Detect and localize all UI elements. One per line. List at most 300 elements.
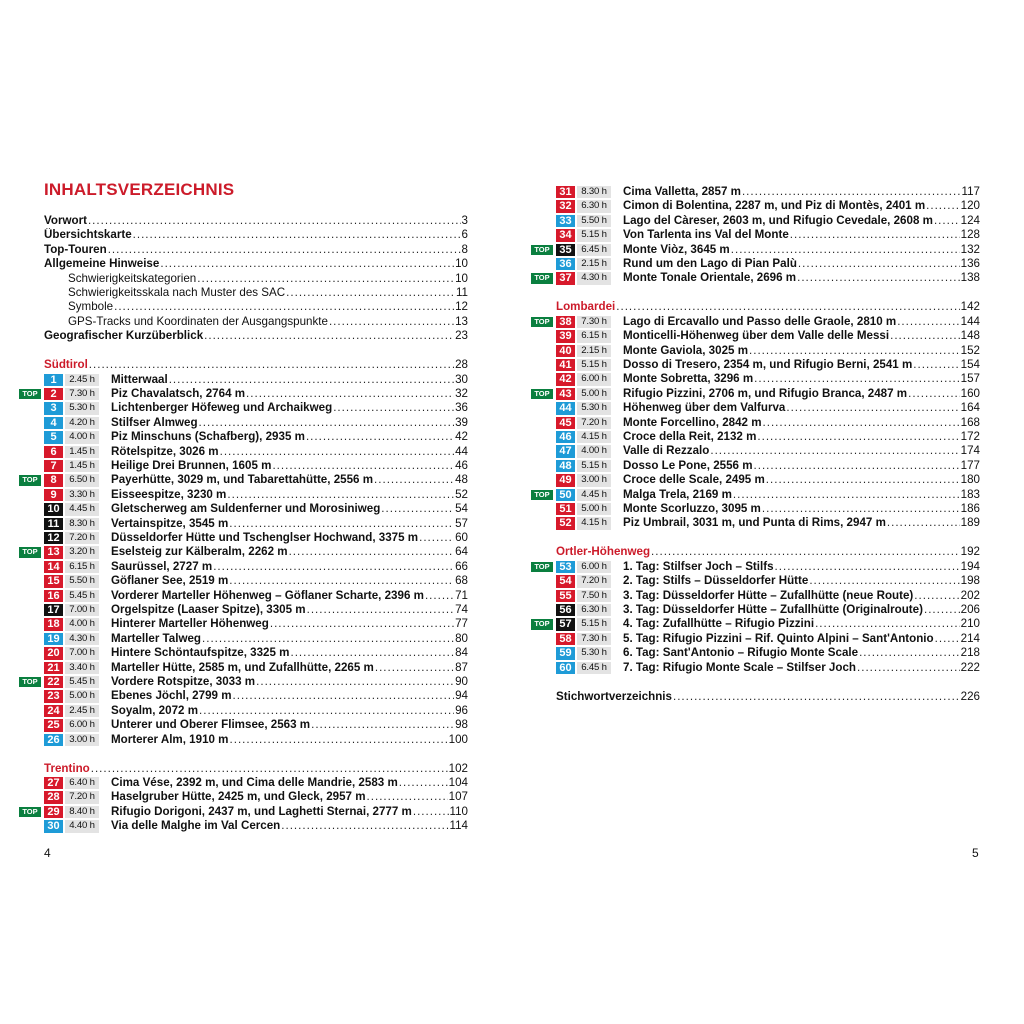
toc-tour-entry[interactable] bbox=[520, 214, 980, 228]
toc-tour-entry[interactable] bbox=[0, 819, 468, 833]
tour-number-badge: 48 bbox=[556, 460, 575, 472]
tour-number-badge: 44 bbox=[556, 402, 575, 414]
entry-page-number: 102 bbox=[448, 761, 468, 775]
tour-number-badge: 51 bbox=[556, 503, 575, 515]
toc-tour-entry[interactable] bbox=[520, 646, 980, 660]
toc-tour-entry[interactable] bbox=[520, 603, 980, 617]
entry-page-number: 28 bbox=[455, 358, 468, 372]
toc-tour-entry[interactable] bbox=[0, 617, 468, 631]
toc-tour-entry[interactable] bbox=[0, 502, 468, 516]
tour-duration: 7.20 h bbox=[65, 791, 99, 803]
entry-page-number: 164 bbox=[960, 401, 980, 415]
tour-number-badge: 42 bbox=[556, 373, 575, 385]
tour-duration: 6.45 h bbox=[577, 662, 611, 674]
entry-title: Top-Touren bbox=[44, 242, 107, 256]
entry-title: Marteller Talweg bbox=[111, 631, 201, 645]
entry-page-number: 132 bbox=[960, 242, 980, 256]
toc-entry[interactable] bbox=[0, 214, 468, 228]
top-tour-badge: TOP bbox=[531, 562, 553, 572]
toc-tour-entry[interactable] bbox=[520, 488, 980, 502]
dot-leader bbox=[907, 387, 960, 401]
tour-duration: 6.00 h bbox=[65, 719, 99, 731]
entry-title: Von Tarlenta ins Val del Monte bbox=[623, 228, 789, 242]
toc-tour-entry[interactable] bbox=[520, 185, 980, 199]
tour-duration: 2.15 h bbox=[577, 258, 611, 270]
toc-tour-entry[interactable] bbox=[0, 790, 468, 804]
entry-page-number: 154 bbox=[960, 358, 980, 371]
tour-number-badge: 49 bbox=[556, 474, 575, 486]
dot-leader bbox=[650, 545, 960, 559]
tour-number-badge: 25 bbox=[44, 719, 63, 731]
toc-tour-entry[interactable] bbox=[0, 718, 468, 732]
entry-title: Hinterer Marteller Höhenweg bbox=[111, 617, 269, 631]
tour-duration: 8.30 h bbox=[577, 186, 611, 198]
entry-page-number: 222 bbox=[960, 660, 980, 674]
entry-page-number: 120 bbox=[960, 199, 980, 213]
tour-number-badge: 32 bbox=[556, 200, 575, 212]
tour-number-badge: 45 bbox=[556, 417, 575, 429]
entry-page-number: 13 bbox=[455, 314, 468, 328]
toc-tour-entry[interactable] bbox=[0, 733, 468, 747]
entry-page-number: 6 bbox=[461, 228, 468, 242]
toc-tour-entry[interactable] bbox=[0, 430, 468, 444]
top-tour-badge: TOP bbox=[531, 273, 553, 283]
entry-title: Südtirol bbox=[44, 358, 88, 372]
tour-number-badge: 35 bbox=[556, 244, 575, 256]
entry-page-number: 124 bbox=[960, 213, 980, 227]
dot-leader bbox=[289, 646, 454, 660]
dot-leader bbox=[709, 444, 959, 458]
tour-number-badge: 40 bbox=[556, 345, 575, 357]
entry-page-number: 42 bbox=[455, 430, 468, 444]
entry-page-number: 198 bbox=[960, 574, 980, 588]
toc-tour-entry[interactable] bbox=[0, 675, 468, 689]
entry-page-number: 48 bbox=[455, 473, 468, 487]
tour-number-badge: 50 bbox=[556, 489, 575, 501]
dot-leader bbox=[765, 473, 960, 487]
tour-number-badge: 39 bbox=[556, 330, 575, 342]
entry-page-number: 172 bbox=[960, 430, 980, 443]
page-number-right: 5 bbox=[972, 846, 979, 860]
top-tour-badge: TOP bbox=[531, 619, 553, 629]
entry-title: Symbole bbox=[68, 300, 114, 314]
entry-title: Croce delle Scale, 2495 m bbox=[623, 473, 765, 487]
dot-leader bbox=[615, 300, 959, 314]
toc-tour-entry[interactable] bbox=[520, 329, 980, 343]
dot-leader bbox=[741, 185, 961, 199]
toc-tour-entry[interactable] bbox=[520, 430, 980, 444]
entry-title: Lichtenberger Höfeweg und Archaikweg bbox=[111, 401, 333, 415]
tour-duration: 6.15 h bbox=[577, 330, 611, 342]
dot-leader bbox=[858, 646, 960, 660]
tour-number-badge: 4 bbox=[44, 417, 63, 429]
top-tour-badge: TOP bbox=[531, 245, 553, 255]
toc-tour-entry[interactable] bbox=[0, 776, 468, 790]
toc-tour-entry[interactable] bbox=[520, 257, 980, 271]
tour-duration: 4.00 h bbox=[577, 445, 611, 457]
toc-tour-entry[interactable] bbox=[0, 545, 468, 559]
dot-leader bbox=[934, 632, 960, 646]
toc-tour-entry[interactable] bbox=[520, 632, 980, 646]
entry-title: Piz Chavalatsch, 2764 m bbox=[111, 387, 246, 400]
entry-page-number: 160 bbox=[960, 386, 980, 400]
tour-number-badge: 6 bbox=[44, 446, 63, 458]
top-tour-badge: TOP bbox=[19, 677, 41, 687]
tour-number-badge: 33 bbox=[556, 215, 575, 227]
entry-page-number: 117 bbox=[961, 185, 980, 198]
tour-number-badge: 37 bbox=[556, 272, 575, 284]
entry-page-number: 36 bbox=[455, 401, 468, 415]
toc-tour-entry[interactable] bbox=[520, 416, 980, 430]
dot-leader bbox=[374, 661, 454, 675]
tour-number-badge: 59 bbox=[556, 647, 575, 659]
entry-page-number: 39 bbox=[455, 415, 468, 429]
tour-duration: 6.00 h bbox=[577, 561, 611, 573]
tour-duration: 8.40 h bbox=[65, 806, 99, 818]
toc-tour-entry[interactable] bbox=[520, 560, 980, 574]
entry-title: Malga Trela, 2169 m bbox=[623, 487, 732, 501]
tour-number-badge: 8 bbox=[44, 474, 63, 486]
tour-duration: 7.30 h bbox=[577, 316, 611, 328]
tour-duration: 2.45 h bbox=[65, 705, 99, 717]
tour-duration: 4.40 h bbox=[65, 820, 99, 832]
entry-title: Göflaner See, 2519 m bbox=[111, 574, 229, 588]
toc-region-heading[interactable] bbox=[520, 545, 980, 559]
dot-leader bbox=[753, 459, 960, 473]
top-tour-badge: TOP bbox=[531, 317, 553, 327]
dot-leader bbox=[808, 574, 959, 588]
entry-page-number: 96 bbox=[455, 703, 468, 717]
tour-duration: 5.00 h bbox=[577, 503, 611, 515]
toc-tour-entry[interactable] bbox=[0, 401, 468, 415]
tour-number-badge: 13 bbox=[44, 546, 63, 558]
entry-title: Rund um den Lago di Pian Palù bbox=[623, 257, 797, 270]
entry-title: 2. Tag: Stilfs – Düsseldorfer Hütte bbox=[623, 574, 809, 588]
entry-page-number: 64 bbox=[455, 545, 468, 559]
dot-leader bbox=[412, 805, 449, 819]
tour-duration: 7.00 h bbox=[65, 604, 99, 616]
entry-page-number: 87 bbox=[455, 660, 468, 674]
dot-leader bbox=[219, 445, 454, 459]
toc-tour-entry[interactable] bbox=[520, 661, 980, 675]
toc-tour-entry[interactable] bbox=[0, 531, 468, 545]
tour-number-badge: 56 bbox=[556, 604, 575, 616]
entry-title: Lago del Càreser, 2603 m, und Rifugio Cevedale, 2608 m bbox=[623, 213, 933, 227]
tour-number-badge: 27 bbox=[44, 777, 63, 789]
toc-tour-entry[interactable] bbox=[0, 473, 468, 487]
entry-title: 3. Tag: Düsseldorfer Hütte – Zufallhütte (Originalroute) bbox=[623, 603, 923, 616]
dot-leader bbox=[373, 473, 454, 487]
toc-tour-entry[interactable] bbox=[520, 444, 980, 458]
entry-page-number: 12 bbox=[455, 300, 468, 314]
tour-number-badge: 28 bbox=[44, 791, 63, 803]
entry-page-number: 66 bbox=[455, 559, 468, 573]
toc-tour-entry[interactable] bbox=[520, 243, 980, 257]
toc-entry[interactable] bbox=[0, 228, 468, 242]
dot-leader bbox=[424, 589, 454, 603]
entry-page-number: 157 bbox=[960, 372, 980, 386]
tour-number-badge: 17 bbox=[44, 604, 63, 616]
entry-page-number: 144 bbox=[960, 314, 980, 328]
entry-title: Monte Viòz, 3645 m bbox=[623, 242, 730, 256]
dot-leader bbox=[753, 372, 960, 386]
entry-title: Valle di Rezzalo bbox=[623, 444, 710, 458]
toc-tour-entry[interactable] bbox=[0, 445, 468, 459]
tour-number-badge: 18 bbox=[44, 618, 63, 630]
toc-tour-entry[interactable] bbox=[520, 502, 980, 516]
entry-page-number: 54 bbox=[455, 502, 468, 516]
entry-page-number: 214 bbox=[960, 631, 980, 645]
entry-title: GPS-Tracks und Koordinaten der Ausgangspunkte bbox=[68, 314, 328, 328]
dot-leader bbox=[198, 416, 455, 430]
entry-page-number: 11 bbox=[455, 286, 468, 299]
toc-entry[interactable] bbox=[0, 272, 468, 286]
dot-leader bbox=[285, 286, 455, 300]
entry-page-number: 110 bbox=[449, 804, 468, 818]
tour-number-badge: 57 bbox=[556, 618, 575, 630]
tour-duration: 8.30 h bbox=[65, 518, 99, 530]
dot-leader bbox=[672, 690, 960, 704]
tour-duration: 7.20 h bbox=[577, 417, 611, 429]
dot-leader bbox=[912, 358, 959, 372]
tour-number-badge: 52 bbox=[556, 517, 575, 529]
entry-title: Dosso Le Pone, 2556 m bbox=[623, 458, 753, 472]
toc-tour-entry[interactable] bbox=[0, 805, 468, 819]
tour-duration: 6.50 h bbox=[65, 474, 99, 486]
tour-number-badge: 23 bbox=[44, 690, 63, 702]
toc-tour-entry[interactable] bbox=[520, 574, 980, 588]
toc-tour-entry[interactable] bbox=[520, 199, 980, 213]
dot-leader bbox=[762, 416, 960, 430]
entry-page-number: 210 bbox=[960, 617, 980, 631]
entry-title: Heilige Drei Brunnen, 1605 m bbox=[111, 459, 272, 472]
tour-number-badge: 24 bbox=[44, 705, 63, 717]
toc-tour-entry[interactable] bbox=[0, 416, 468, 430]
tour-number-badge: 47 bbox=[556, 445, 575, 457]
toc-region-heading[interactable] bbox=[0, 762, 468, 776]
toc-entry[interactable] bbox=[0, 300, 468, 314]
toc-entry[interactable] bbox=[0, 329, 468, 343]
tour-duration: 3.00 h bbox=[577, 474, 611, 486]
entry-page-number: 189 bbox=[960, 516, 980, 530]
dot-leader bbox=[305, 430, 454, 444]
entry-page-number: 30 bbox=[455, 372, 468, 386]
entry-title: Lombardei bbox=[556, 300, 616, 314]
entry-page-number: 71 bbox=[455, 588, 468, 602]
tour-number-badge: 14 bbox=[44, 561, 63, 573]
entry-page-number: 186 bbox=[960, 502, 980, 515]
toc-tour-entry[interactable] bbox=[520, 271, 980, 285]
tour-duration: 6.40 h bbox=[65, 777, 99, 789]
top-tour-badge: TOP bbox=[19, 807, 41, 817]
dot-leader bbox=[255, 675, 454, 689]
tour-duration: 4.00 h bbox=[65, 618, 99, 630]
tour-duration: 3.00 h bbox=[65, 734, 99, 746]
entry-title: Payerhütte, 3029 m, und Tabarettahütte, 2556 m bbox=[111, 473, 374, 487]
entry-page-number: 3 bbox=[461, 214, 468, 227]
entry-title: Gletscherweg am Suldenferner und Morosiniweg bbox=[111, 502, 381, 516]
toc-tour-entry[interactable] bbox=[520, 617, 980, 631]
tour-number-badge: 60 bbox=[556, 662, 575, 674]
dot-leader bbox=[201, 632, 454, 646]
entry-title: Cima Valletta, 2857 m bbox=[623, 185, 741, 198]
toc-entry[interactable] bbox=[0, 243, 468, 257]
top-tour-badge: TOP bbox=[19, 389, 41, 399]
dot-leader bbox=[228, 517, 454, 531]
entry-title: 3. Tag: Düsseldorfer Hütte – Zufallhütte (neue Route) bbox=[623, 588, 914, 602]
dot-leader bbox=[398, 776, 448, 790]
entry-title: Ortler-Höhenweg bbox=[556, 545, 651, 559]
tour-duration: 3.30 h bbox=[65, 489, 99, 501]
toc-tour-entry[interactable] bbox=[520, 372, 980, 386]
dot-leader bbox=[87, 214, 461, 228]
dot-leader bbox=[212, 560, 454, 574]
tour-duration: 5.15 h bbox=[577, 460, 611, 472]
tour-number-badge: 12 bbox=[44, 532, 63, 544]
dot-leader bbox=[923, 603, 960, 617]
entry-page-number: 174 bbox=[960, 444, 980, 458]
toc-tour-entry[interactable] bbox=[520, 315, 980, 329]
tour-number-badge: 20 bbox=[44, 647, 63, 659]
toc-tour-entry[interactable] bbox=[520, 459, 980, 473]
dot-leader bbox=[889, 329, 960, 343]
toc-entry[interactable] bbox=[520, 690, 980, 704]
dot-leader bbox=[226, 488, 454, 502]
entry-title: Düsseldorfer Hütte und Tschenglser Hochwand, 3375 m bbox=[111, 531, 419, 544]
toc-entry[interactable] bbox=[0, 286, 468, 300]
tour-duration: 7.30 h bbox=[577, 633, 611, 645]
entry-title: Eselsteig zur Kälberalm, 2262 m bbox=[111, 545, 288, 559]
entry-page-number: 8 bbox=[461, 242, 468, 256]
toc-region-heading[interactable] bbox=[0, 358, 468, 372]
toc-tour-entry[interactable] bbox=[0, 589, 468, 603]
entry-title: Monticelli-Höhenweg über dem Valle delle Messi bbox=[623, 329, 890, 343]
dot-leader bbox=[785, 401, 959, 415]
toc-tour-entry[interactable] bbox=[0, 632, 468, 646]
entry-page-number: 57 bbox=[455, 516, 468, 530]
entry-page-number: 148 bbox=[960, 329, 980, 343]
toc-tour-entry[interactable] bbox=[520, 401, 980, 415]
toc-region-heading[interactable] bbox=[520, 300, 980, 314]
entry-page-number: 74 bbox=[455, 603, 468, 616]
toc-tour-entry[interactable] bbox=[0, 646, 468, 660]
tour-number-badge: 54 bbox=[556, 575, 575, 587]
entry-page-number: 128 bbox=[960, 228, 980, 242]
dot-leader bbox=[380, 502, 454, 516]
toc-tour-entry[interactable] bbox=[520, 473, 980, 487]
dot-leader bbox=[168, 373, 454, 387]
toc-tour-entry[interactable] bbox=[0, 603, 468, 617]
toc-tour-entry[interactable] bbox=[0, 517, 468, 531]
dot-leader bbox=[196, 272, 454, 286]
tour-duration: 6.15 h bbox=[65, 561, 99, 573]
toc-tour-entry[interactable] bbox=[0, 574, 468, 588]
toc-tour-entry[interactable] bbox=[520, 358, 980, 372]
tour-number-badge: 15 bbox=[44, 575, 63, 587]
entry-page-number: 152 bbox=[960, 343, 980, 357]
tour-number-badge: 22 bbox=[44, 676, 63, 688]
dot-leader bbox=[418, 531, 454, 545]
tour-duration: 4.45 h bbox=[577, 489, 611, 501]
toc-tour-entry[interactable] bbox=[0, 373, 468, 387]
entry-title: Haselgruber Hütte, 2425 m, und Gleck, 2957 m bbox=[111, 790, 366, 804]
dot-leader bbox=[245, 387, 454, 401]
toc-tour-entry[interactable] bbox=[0, 488, 468, 502]
dot-leader bbox=[925, 199, 960, 213]
tour-duration: 1.45 h bbox=[65, 460, 99, 472]
dot-leader bbox=[856, 661, 960, 675]
entry-page-number: 194 bbox=[960, 559, 980, 573]
entry-title: Schwierigkeitskategorien bbox=[68, 271, 197, 285]
tour-number-badge: 30 bbox=[44, 820, 63, 832]
tour-number-badge: 53 bbox=[556, 561, 575, 573]
top-tour-badge: TOP bbox=[531, 490, 553, 500]
entry-page-number: 180 bbox=[960, 473, 980, 487]
dot-leader bbox=[886, 516, 960, 530]
tour-duration: 5.00 h bbox=[65, 690, 99, 702]
tour-duration: 6.00 h bbox=[577, 373, 611, 385]
dot-leader bbox=[896, 315, 959, 329]
tour-number-badge: 31 bbox=[556, 186, 575, 198]
dot-leader bbox=[933, 214, 960, 228]
tour-number-badge: 34 bbox=[556, 229, 575, 241]
toc-tour-entry[interactable] bbox=[0, 560, 468, 574]
toc-entry[interactable] bbox=[0, 257, 468, 271]
dot-leader bbox=[113, 300, 454, 314]
toc-tour-entry[interactable] bbox=[0, 689, 468, 703]
entry-title: Eisseespitze, 3230 m bbox=[111, 487, 227, 501]
toc-tour-entry[interactable] bbox=[0, 387, 468, 401]
toc-tour-entry[interactable] bbox=[520, 228, 980, 242]
tour-duration: 7.20 h bbox=[577, 575, 611, 587]
entry-title: Höhenweg über dem Valfurva bbox=[623, 401, 786, 415]
entry-title: 1. Tag: Stilfser Joch – Stilfs bbox=[623, 559, 774, 573]
toc-tour-entry[interactable] bbox=[520, 516, 980, 530]
dot-leader bbox=[796, 271, 960, 285]
top-tour-badge: TOP bbox=[19, 547, 41, 557]
dot-leader bbox=[232, 689, 455, 703]
entry-page-number: 77 bbox=[455, 617, 468, 631]
tour-duration: 7.20 h bbox=[65, 532, 99, 544]
toc-tour-entry[interactable] bbox=[520, 344, 980, 358]
toc-tour-entry[interactable] bbox=[0, 661, 468, 675]
toc-tour-entry[interactable] bbox=[0, 459, 468, 473]
tour-number-badge: 11 bbox=[44, 518, 63, 530]
tour-duration: 5.50 h bbox=[65, 575, 99, 587]
dot-leader bbox=[797, 257, 960, 271]
dot-leader bbox=[198, 704, 454, 718]
entry-page-number: 206 bbox=[960, 603, 980, 616]
tour-duration: 3.40 h bbox=[65, 662, 99, 674]
entry-title: Morterer Alm, 1910 m bbox=[111, 732, 229, 746]
toc-tour-entry[interactable] bbox=[0, 704, 468, 718]
tour-duration: 5.30 h bbox=[577, 402, 611, 414]
toc-tour-entry[interactable] bbox=[520, 589, 980, 603]
entry-page-number: 84 bbox=[455, 646, 468, 660]
entry-title: Unterer und Oberer Flimsee, 2563 m bbox=[111, 718, 311, 732]
toc-tour-entry[interactable] bbox=[520, 387, 980, 401]
entry-title: Vertainspitze, 3545 m bbox=[111, 516, 229, 530]
dot-leader bbox=[88, 358, 454, 372]
toc-entry[interactable] bbox=[0, 315, 468, 329]
tour-number-badge: 58 bbox=[556, 633, 575, 645]
dot-leader bbox=[159, 257, 454, 271]
dot-leader bbox=[107, 243, 461, 257]
tour-number-badge: 1 bbox=[44, 374, 63, 386]
entry-title: Ebenes Jöchl, 2799 m bbox=[111, 689, 232, 703]
entry-page-number: 52 bbox=[455, 487, 468, 501]
entry-page-number: 138 bbox=[960, 271, 980, 285]
